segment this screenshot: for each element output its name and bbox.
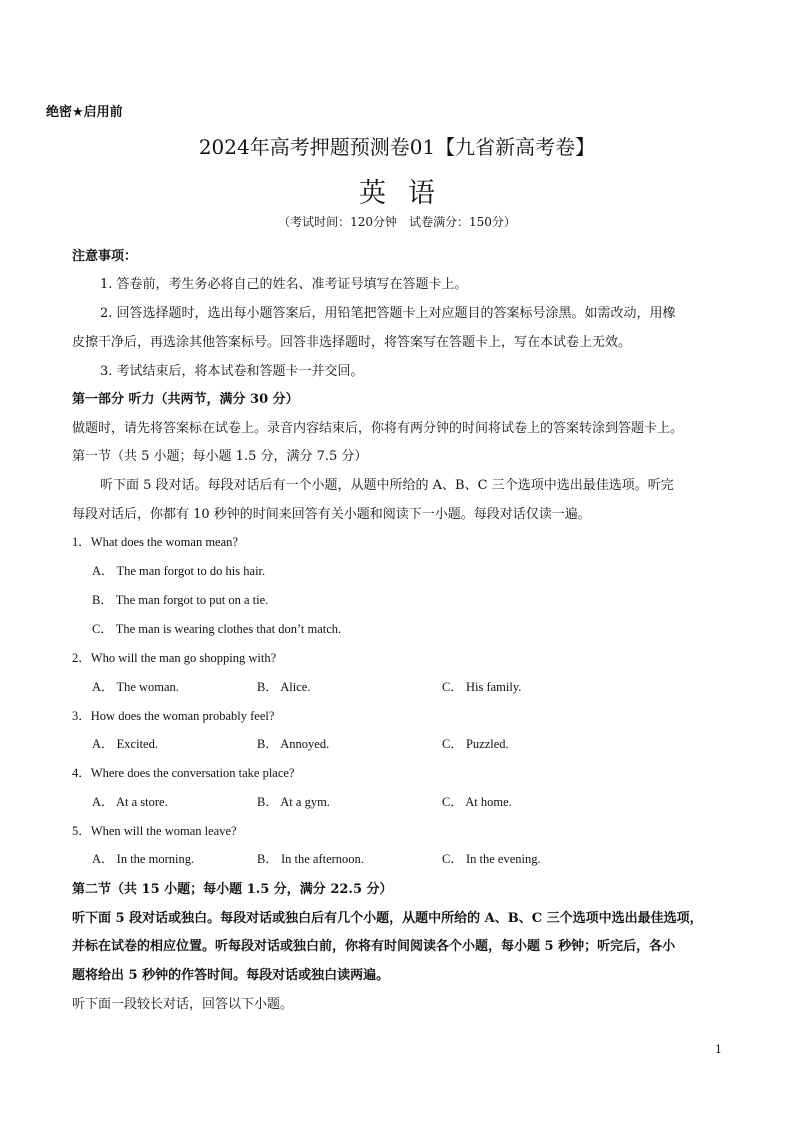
option-label: C． bbox=[442, 737, 463, 751]
option-label: B． bbox=[257, 795, 278, 809]
option-label: C． bbox=[442, 795, 463, 809]
option-label: B． bbox=[257, 737, 278, 751]
option-text: In the afternoon. bbox=[280, 852, 364, 866]
option-text: At a store. bbox=[115, 795, 168, 809]
section1-instruction-line-1: 听下面 5 段对话。每段对话后有一个小题，从题中所给的 A、B、C 三个选项中选出最佳选项。听完 bbox=[100, 478, 674, 493]
option-text: The woman. bbox=[116, 680, 179, 694]
question-5 bbox=[72, 821, 237, 839]
notes-item-2-line-2: 皮擦干净后，再选涂其他答案标号。回答非选择题时，将答案写在答题卡上，写在本试卷上无效。 bbox=[72, 335, 632, 350]
notes-item-3: 3. 考试结束后，将本试卷和答题卡一并交回。 bbox=[100, 364, 364, 379]
section2-lead: 听下面一段较长对话，回答以下小题。 bbox=[72, 997, 294, 1012]
confidential-mark: 绝密★启用前 bbox=[46, 105, 123, 120]
question-3-option-c[interactable] bbox=[442, 734, 509, 752]
question-1-option-b[interactable] bbox=[92, 590, 268, 608]
option-text: In the evening. bbox=[465, 852, 541, 866]
question-number: 1． bbox=[72, 535, 91, 549]
option-text: At a gym. bbox=[280, 795, 330, 809]
section1-instruction-line-2: 每段对话后，你都有 10 秒钟的时间来回答有关小题和阅读下一小题。每段对话仅读一遍。 bbox=[72, 507, 591, 522]
option-text: The man forgot to do his hair. bbox=[116, 564, 266, 578]
question-4 bbox=[72, 763, 294, 781]
option-label: A． bbox=[92, 737, 114, 751]
question-5-option-c[interactable] bbox=[442, 849, 541, 867]
question-number: 5． bbox=[72, 824, 91, 838]
option-text: Annoyed. bbox=[280, 737, 330, 751]
section2-instruction-line-3: 题将给出 5 秒钟的作答时间。每段对话或独白读两遍。 bbox=[72, 968, 390, 983]
part1-instruction: 做题时，请先将答案标在试卷上。录音内容结束后，你将有两分钟的时间将试卷上的答案转涂到答题卡上。 bbox=[72, 421, 684, 436]
section2-heading: 第二节（共 15 小题；每小题 1.5 分，满分 22.5 分） bbox=[72, 882, 393, 897]
question-number: 2． bbox=[72, 651, 91, 665]
question-text: When will the woman leave? bbox=[90, 824, 237, 838]
question-1-option-c[interactable] bbox=[92, 619, 341, 637]
option-text: His family. bbox=[465, 680, 522, 694]
part1-heading: 第一部分 听力（共两节，满分 30 分） bbox=[72, 392, 299, 407]
option-label: C． bbox=[442, 852, 463, 866]
question-1 bbox=[72, 532, 238, 550]
option-label: C． bbox=[442, 680, 463, 694]
subject-title: 英语 bbox=[359, 178, 457, 209]
page-number: 1 bbox=[715, 1043, 722, 1056]
notes-heading: 注意事项： bbox=[72, 249, 138, 264]
question-4-option-c[interactable] bbox=[442, 792, 512, 810]
option-label: A． bbox=[92, 852, 114, 866]
question-number: 3． bbox=[72, 709, 91, 723]
section2-instruction-line-1: 听下面 5 段对话或独白。每段对话或独白后有几个小题，从题中所给的 A、B、C 三个选项中选出最佳选项， bbox=[72, 911, 703, 926]
option-text: Excited. bbox=[116, 737, 158, 751]
question-2 bbox=[72, 648, 276, 666]
question-2-option-b[interactable] bbox=[257, 677, 310, 695]
question-text: What does the woman mean? bbox=[90, 535, 238, 549]
option-text: Alice. bbox=[280, 680, 311, 694]
notes-item-2-line-1: 2. 回答选择题时，选出每小题答案后，用铅笔把答题卡上对应题目的答案标号涂黑。如需改动，用橡 bbox=[100, 306, 676, 321]
question-5-option-a[interactable] bbox=[92, 849, 194, 867]
section2-instruction-line-2: 并标在试卷的相应位置。听每段对话或独白前，你将有时间阅读各个小题，每小题 5 秒钟；听完后，各小 bbox=[72, 939, 676, 954]
option-text: At home. bbox=[465, 795, 512, 809]
exam-title: 2024年高考押题预测卷01【九省新高考卷】 bbox=[198, 135, 596, 159]
question-number: 4． bbox=[72, 766, 91, 780]
option-text: The man is wearing clothes that don’t match. bbox=[115, 622, 342, 636]
question-2-option-a[interactable] bbox=[92, 677, 179, 695]
option-label: A． bbox=[92, 795, 114, 809]
exam-info: （考试时间：120分钟 试卷满分：150分） bbox=[278, 215, 516, 229]
section1-heading: 第一节（共 5 小题；每小题 1.5 分，满分 7.5 分） bbox=[72, 449, 368, 464]
option-label: B． bbox=[257, 852, 278, 866]
question-4-option-b[interactable] bbox=[257, 792, 330, 810]
question-2-option-c[interactable] bbox=[442, 677, 521, 695]
question-3-option-b[interactable] bbox=[257, 734, 329, 752]
question-3-option-a[interactable] bbox=[92, 734, 158, 752]
question-text: Where does the conversation take place? bbox=[90, 766, 295, 780]
option-label: A． bbox=[92, 564, 114, 578]
question-text: How does the woman probably feel? bbox=[90, 709, 275, 723]
question-4-option-a[interactable] bbox=[92, 792, 168, 810]
option-text: In the morning. bbox=[116, 852, 195, 866]
option-text: The man forgot to put on a tie. bbox=[115, 593, 269, 607]
option-text: Puzzled. bbox=[465, 737, 509, 751]
notes-item-1: 1. 答卷前，考生务必将自己的姓名、准考证号填写在答题卡上。 bbox=[100, 277, 468, 292]
question-1-option-a[interactable] bbox=[92, 561, 265, 579]
option-label: B． bbox=[92, 593, 113, 607]
question-3 bbox=[72, 706, 274, 724]
option-label: A． bbox=[92, 680, 114, 694]
question-text: Who will the man go shopping with? bbox=[90, 651, 277, 665]
option-label: B． bbox=[257, 680, 278, 694]
option-label: C． bbox=[92, 622, 113, 636]
question-5-option-b[interactable] bbox=[257, 849, 364, 867]
